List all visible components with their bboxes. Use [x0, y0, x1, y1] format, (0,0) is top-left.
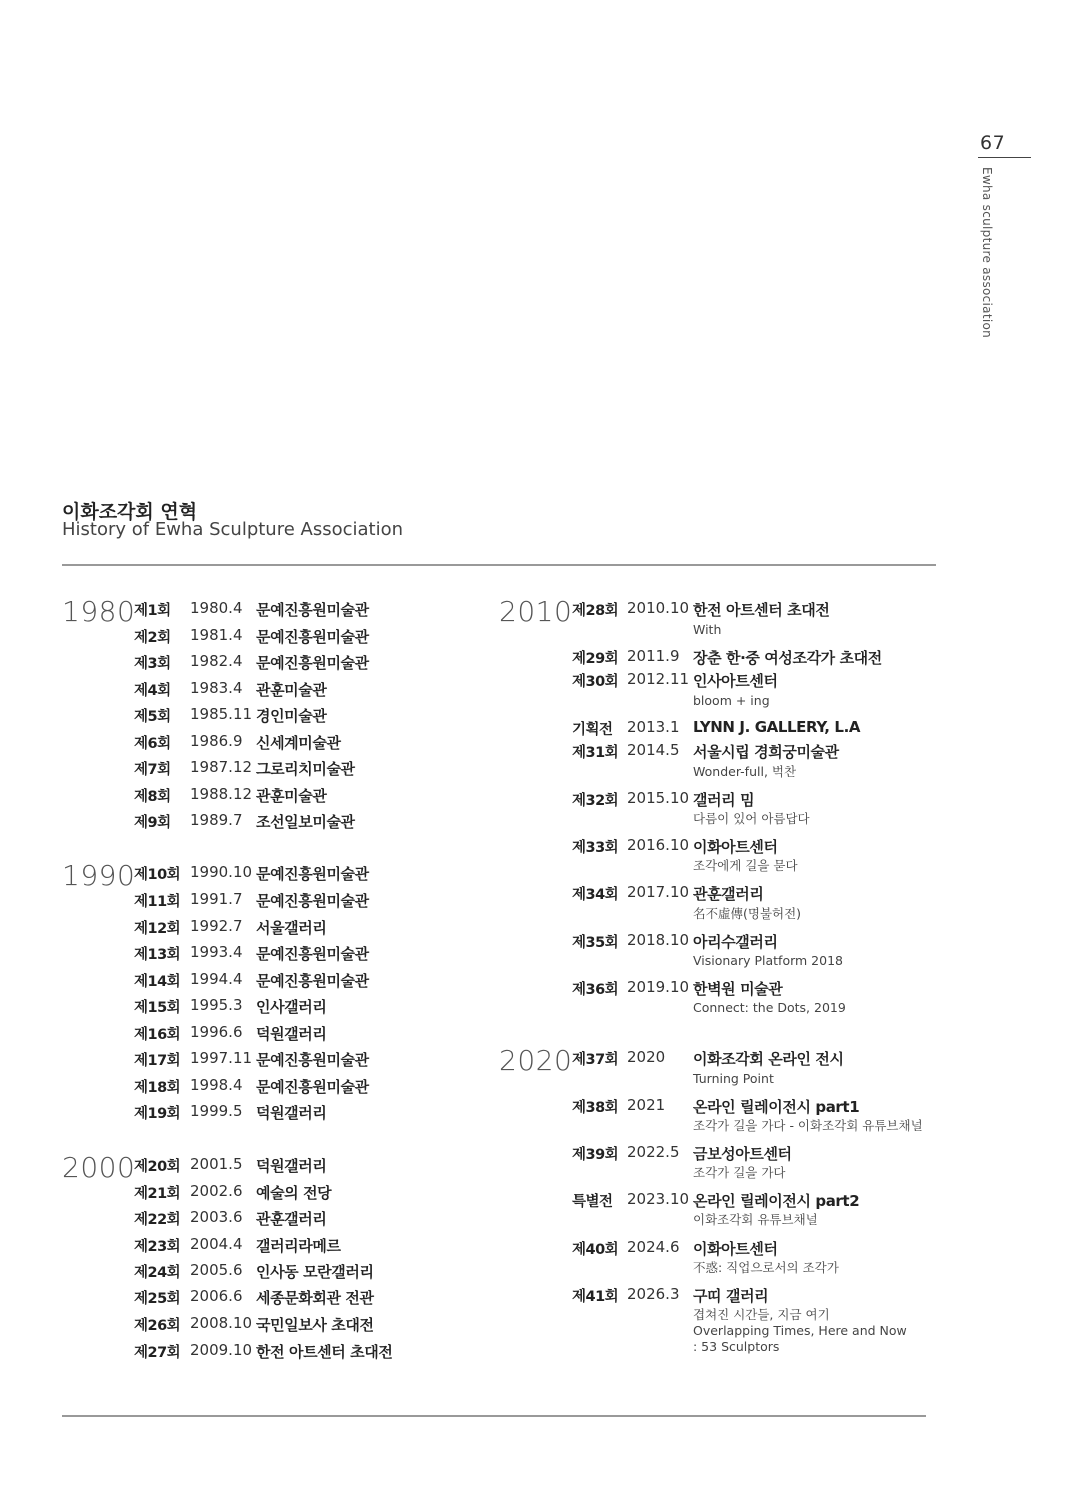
edition-label: 제40회 — [572, 1242, 619, 1258]
edition-label: 제25회 — [134, 1291, 181, 1307]
edition-label: 제30회 — [572, 674, 619, 690]
date-label: 1999.5 — [190, 1102, 243, 1120]
date-label: 1989.7 — [190, 811, 243, 829]
edition-label: 제16회 — [134, 1027, 181, 1043]
date-label: 2022.5 — [627, 1143, 680, 1161]
edition-label: 제32회 — [572, 793, 619, 809]
date-label: 2006.6 — [190, 1287, 243, 1305]
venue-label: 문예진흥원미술관 — [256, 601, 369, 619]
venue-label: LYNN J. GALLERY, L.A — [693, 718, 861, 736]
edition-label: 제31회 — [572, 745, 619, 761]
bottom-divider — [62, 1415, 926, 1417]
exhibition-subtitle: 名不虛傳(명불허전) — [693, 906, 802, 921]
venue-label: 한벽원 미술관 — [693, 980, 783, 998]
venue-label: 한전 아트센터 초대전 — [256, 1343, 393, 1361]
edition-label: 제35회 — [572, 935, 619, 951]
date-label: 2019.10 — [627, 978, 690, 996]
date-label: 2020 — [627, 1048, 666, 1066]
venue-label: 갤러리 밈 — [693, 791, 755, 809]
edition-label: 제2회 — [134, 630, 171, 646]
date-label: 1997.11 — [190, 1049, 253, 1067]
decade-label-2010: 2010 — [499, 595, 573, 628]
edition-label: 제22회 — [134, 1212, 181, 1228]
venue-label: 세종문화회관 전관 — [256, 1289, 374, 1307]
decade-label-2000: 2000 — [62, 1151, 136, 1184]
venue-label: 문예진흥원미술관 — [256, 628, 369, 646]
date-label: 1980.4 — [190, 599, 243, 617]
date-label: 2023.10 — [627, 1190, 690, 1208]
venue-label: 문예진흥원미술관 — [256, 945, 369, 963]
venue-label: 관훈미술관 — [256, 681, 327, 699]
edition-label: 제23회 — [134, 1239, 181, 1255]
decade-label-1990: 1990 — [62, 859, 136, 892]
date-label: 2010.10 — [627, 599, 690, 617]
edition-label: 제3회 — [134, 656, 171, 672]
date-label: 1991.7 — [190, 890, 243, 908]
edition-label: 제21회 — [134, 1186, 181, 1202]
venue-label: 이화조각회 온라인 전시 — [693, 1050, 844, 1068]
date-label: 2004.4 — [190, 1235, 243, 1253]
edition-label: 제36회 — [572, 982, 619, 998]
decade-label-2020: 2020 — [499, 1044, 573, 1077]
edition-label: 제26회 — [134, 1318, 181, 1334]
date-label: 2011.9 — [627, 647, 680, 665]
date-label: 1994.4 — [190, 970, 243, 988]
venue-label: 예술의 전당 — [256, 1184, 332, 1202]
edition-label: 제17회 — [134, 1053, 181, 1069]
edition-label: 제7회 — [134, 762, 171, 778]
edition-label: 제24회 — [134, 1265, 181, 1281]
section-title-korean: 이화조각회 연혁 — [62, 501, 198, 523]
exhibition-subtitle: 겹쳐진 시간들, 지금 여기 — [693, 1307, 830, 1322]
venue-label: 서울갤러리 — [256, 919, 327, 937]
venue-label: 금보성아트센터 — [693, 1145, 792, 1163]
date-label: 2008.10 — [190, 1314, 253, 1332]
exhibition-subtitle-note: : 53 Sculptors — [693, 1339, 780, 1354]
date-label: 1993.4 — [190, 943, 243, 961]
venue-label: 장춘 한·중 여성조각가 초대전 — [693, 649, 882, 667]
venue-label: 관훈갤러리 — [693, 885, 764, 903]
side-label: Ewha sculpture association — [980, 167, 994, 339]
date-label: 2009.10 — [190, 1341, 253, 1359]
venue-label: 경인미술관 — [256, 707, 327, 725]
page-number: 67 — [980, 132, 1006, 154]
date-label: 1996.6 — [190, 1023, 243, 1041]
exhibition-subtitle-english: Overlapping Times, Here and Now — [693, 1323, 907, 1338]
venue-label: 덕원갤러리 — [256, 1157, 327, 1175]
exhibition-subtitle: 不惑: 직업으로서의 조각가 — [693, 1260, 839, 1275]
edition-label: 제39회 — [572, 1147, 619, 1163]
edition-label: 제33회 — [572, 840, 619, 856]
exhibition-subtitle: Turning Point — [693, 1071, 774, 1086]
venue-label: 덕원갤러리 — [256, 1025, 327, 1043]
venue-label: 인사동 모란갤러리 — [256, 1263, 374, 1281]
date-label: 1986.9 — [190, 732, 243, 750]
edition-label: 제8회 — [134, 789, 171, 805]
exhibition-subtitle: 조각가 길을 가다 - 이화조각회 유튜브채널 — [693, 1118, 923, 1133]
edition-label: 제28회 — [572, 603, 619, 619]
date-label: 2013.1 — [627, 718, 680, 736]
top-divider — [62, 564, 936, 566]
venue-label: 문예진흥원미술관 — [256, 1051, 369, 1069]
venue-label: 국민일보사 초대전 — [256, 1316, 374, 1334]
venue-label: 조선일보미술관 — [256, 813, 355, 831]
venue-label: 문예진흥원미술관 — [256, 865, 369, 883]
edition-label: 제37회 — [572, 1052, 619, 1068]
venue-label: 인사갤러리 — [256, 998, 327, 1016]
exhibition-subtitle: bloom + ing — [693, 693, 770, 708]
decade-label-1980: 1980 — [62, 595, 136, 628]
edition-label: 제29회 — [572, 651, 619, 667]
exhibition-subtitle: 다름이 있어 아름답다 — [693, 811, 810, 826]
edition-label: 특별전 — [572, 1194, 613, 1210]
venue-label: 관훈갤러리 — [256, 1210, 327, 1228]
edition-label: 제18회 — [134, 1080, 181, 1096]
date-label: 2003.6 — [190, 1208, 243, 1226]
date-label: 1987.12 — [190, 758, 253, 776]
venue-label: 덕원갤러리 — [256, 1104, 327, 1122]
edition-label: 제11회 — [134, 894, 181, 910]
section-title-english: History of Ewha Sculpture Association — [62, 519, 403, 540]
edition-label: 제34회 — [572, 887, 619, 903]
date-label: 1983.4 — [190, 679, 243, 697]
date-label: 1990.10 — [190, 863, 253, 881]
edition-label: 제20회 — [134, 1159, 181, 1175]
edition-label: 제38회 — [572, 1100, 619, 1116]
date-label: 2026.3 — [627, 1285, 680, 1303]
edition-label: 제13회 — [134, 947, 181, 963]
venue-label: 서울시립 경희궁미술관 — [693, 743, 839, 761]
venue-label: 이화아트센터 — [693, 1240, 778, 1258]
date-label: 2001.5 — [190, 1155, 243, 1173]
date-label: 1988.12 — [190, 785, 253, 803]
exhibition-subtitle: Visionary Platform 2018 — [693, 953, 843, 968]
venue-label: 이화아트센터 — [693, 838, 778, 856]
date-label: 1992.7 — [190, 917, 243, 935]
venue-label: 그로리치미술관 — [256, 760, 355, 778]
venue-label: 온라인 릴레이전시 part1 — [693, 1098, 860, 1116]
page-number-rule — [978, 157, 1031, 158]
venue-label: 문예진흥원미술관 — [256, 654, 369, 672]
venue-label: 구띠 갤러리 — [693, 1287, 769, 1305]
edition-label: 제5회 — [134, 709, 171, 725]
date-label: 2024.6 — [627, 1238, 680, 1256]
edition-label: 기획전 — [572, 722, 613, 738]
date-label: 1981.4 — [190, 626, 243, 644]
date-label: 2017.10 — [627, 883, 690, 901]
date-label: 2012.11 — [627, 670, 690, 688]
venue-label: 한전 아트센터 초대전 — [693, 601, 830, 619]
edition-label: 제12회 — [134, 921, 181, 937]
edition-label: 제15회 — [134, 1000, 181, 1016]
edition-label: 제1회 — [134, 603, 171, 619]
venue-label: 문예진흥원미술관 — [256, 1078, 369, 1096]
venue-label: 문예진흥원미술관 — [256, 892, 369, 910]
date-label: 2016.10 — [627, 836, 690, 854]
edition-label: 제10회 — [134, 867, 181, 883]
exhibition-subtitle: 조각에게 길을 묻다 — [693, 858, 798, 873]
edition-label: 제9회 — [134, 815, 171, 831]
edition-label: 제19회 — [134, 1106, 181, 1122]
venue-label: 신세계미술관 — [256, 734, 341, 752]
date-label: 1982.4 — [190, 652, 243, 670]
edition-label: 제41회 — [572, 1289, 619, 1305]
date-label: 2021 — [627, 1096, 666, 1114]
date-label: 1985.11 — [190, 705, 253, 723]
date-label: 2018.10 — [627, 931, 690, 949]
venue-label: 문예진흥원미술관 — [256, 972, 369, 990]
edition-label: 제14회 — [134, 974, 181, 990]
date-label: 1998.4 — [190, 1076, 243, 1094]
date-label: 1995.3 — [190, 996, 243, 1014]
venue-label: 아리수갤러리 — [693, 933, 778, 951]
date-label: 2014.5 — [627, 741, 680, 759]
exhibition-subtitle: 이화조각회 유튜브채널 — [693, 1212, 818, 1227]
venue-label: 갤러리라메르 — [256, 1237, 341, 1255]
exhibition-subtitle: Wonder-full, 벅찬 — [693, 764, 797, 779]
venue-label: 인사아트센터 — [693, 672, 778, 690]
venue-label: 온라인 릴레이전시 part2 — [693, 1192, 860, 1210]
exhibition-subtitle: Connect: the Dots, 2019 — [693, 1000, 846, 1015]
date-label: 2002.6 — [190, 1182, 243, 1200]
date-label: 2005.6 — [190, 1261, 243, 1279]
edition-label: 제6회 — [134, 736, 171, 752]
exhibition-subtitle: 조각가 길을 가다 — [693, 1165, 786, 1180]
date-label: 2015.10 — [627, 789, 690, 807]
edition-label: 제4회 — [134, 683, 171, 699]
edition-label: 제27회 — [134, 1345, 181, 1361]
exhibition-subtitle: With — [693, 622, 722, 637]
venue-label: 관훈미술관 — [256, 787, 327, 805]
